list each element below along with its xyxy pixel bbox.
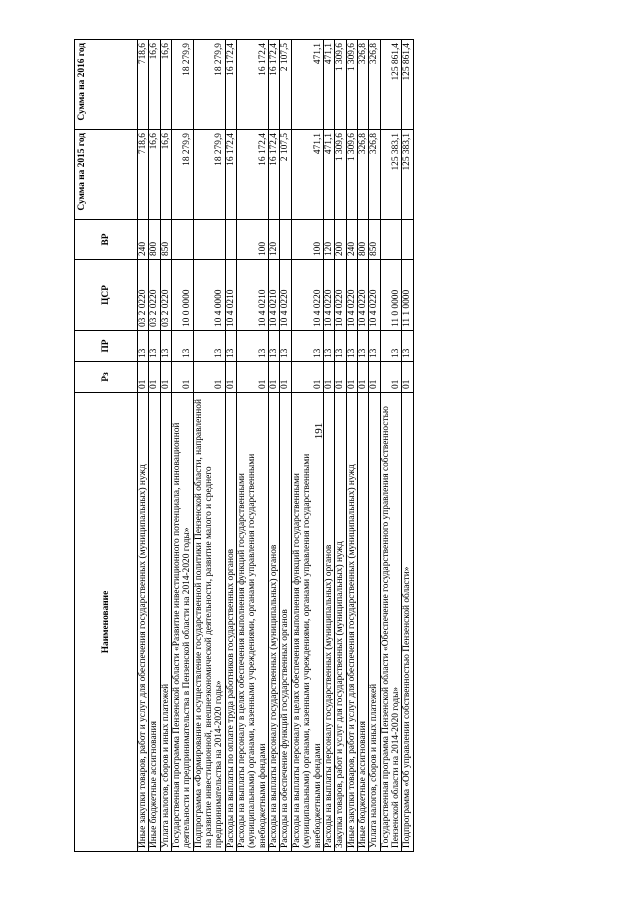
cell-name: Расходы на выплаты персоналу государственных (муниципальных) органов: [269, 393, 280, 852]
page-number: 191: [313, 422, 325, 440]
cell-csr: 11 0 0000: [380, 260, 402, 331]
cell-csr: 10 4 0220: [291, 260, 323, 331]
cell-sum-2015: 18 279,9: [193, 130, 225, 220]
cell-csr: 10 4 0220: [280, 260, 291, 331]
cell-vr: 240: [138, 220, 149, 260]
cell-csr: 10 4 0210: [269, 260, 280, 331]
cell-name: Уплата налогов, сборов и иных платежей: [160, 393, 171, 852]
cell-sum-2016: 125 861,4: [380, 40, 402, 130]
cell-rz: 01: [357, 362, 368, 393]
cell-pr: 13: [402, 331, 413, 362]
cell-pr: 13: [269, 331, 280, 362]
cell-rz: 01: [138, 362, 149, 393]
cell-sum-2016: 16 172,4: [225, 40, 236, 130]
table-row: [280, 40, 291, 852]
cell-sum-2015: 1 309,6: [346, 130, 357, 220]
cell-sum-2016: 1 309,6: [335, 40, 346, 130]
cell-name: Иные бюджетные ассигнования: [149, 393, 160, 852]
budget-table-container: [74, 40, 548, 852]
cell-pr: 13: [280, 331, 291, 362]
cell-name: Расходы на выплаты по оплате труда работников государственных органов: [225, 393, 236, 852]
cell-name: Закупка товаров, работ и услуг для государственных (муниципальных) нужд: [335, 393, 346, 852]
cell-rz: 01: [160, 362, 171, 393]
cell-name: Расходы на обеспечение функций государственных органов: [280, 393, 291, 852]
table-row: [138, 40, 149, 852]
cell-name: Расходы на выплаты персоналу в целях обеспечения выполнения функций государственными (муниципальными) органами, казенными учреждениями, органами управления государственными внебюджетными фондами: [237, 393, 269, 852]
cell-sum-2016: 326,8: [369, 40, 380, 130]
cell-rz: 01: [172, 362, 194, 393]
cell-vr: [172, 220, 194, 260]
cell-vr: 800: [357, 220, 368, 260]
cell-sum-2015: 125 383,1: [402, 130, 413, 220]
cell-sum-2015: 2 107,5: [280, 130, 291, 220]
table-row: [346, 40, 357, 852]
cell-sum-2015: 16 172,4: [225, 130, 236, 220]
cell-vr: [380, 220, 402, 260]
cell-vr: 850: [369, 220, 380, 260]
cell-pr: 13: [380, 331, 402, 362]
cell-name: Иные закупки товаров, работ и услуг для обеспечения государственных (муниципальных) нужд: [138, 393, 149, 852]
cell-vr: [402, 220, 413, 260]
cell-pr: 13: [369, 331, 380, 362]
cell-sum-2015: 471,1: [323, 130, 334, 220]
cell-sum-2015: 326,8: [357, 130, 368, 220]
cell-csr: 10 4 0220: [369, 260, 380, 331]
cell-sum-2016: 2 107,5: [280, 40, 291, 130]
cell-pr: 13: [193, 331, 225, 362]
cell-rz: 01: [269, 362, 280, 393]
cell-csr: 03 2 0220: [138, 260, 149, 331]
cell-sum-2016: 16,6: [149, 40, 160, 130]
header-name: Наименование: [75, 393, 138, 852]
cell-pr: 13: [172, 331, 194, 362]
table-row: [357, 40, 368, 852]
cell-name: Расходы на выплаты персоналу государственных (муниципальных) органов: [323, 393, 334, 852]
table-row: [225, 40, 236, 852]
cell-sum-2015: 718,6: [138, 130, 149, 220]
header-sum-2015: Сумма на 2015 год: [75, 130, 138, 220]
budget-table: [74, 39, 414, 852]
cell-rz: 01: [323, 362, 334, 393]
header-csr: ЦСР: [75, 260, 138, 331]
table-header-row: [75, 40, 138, 852]
table-body: [138, 40, 414, 852]
cell-sum-2015: 125 383,1: [380, 130, 402, 220]
cell-sum-2016: 18 279,9: [172, 40, 194, 130]
cell-sum-2016: 16 172,4: [237, 40, 269, 130]
cell-sum-2016: 16,6: [160, 40, 171, 130]
cell-sum-2015: 326,8: [369, 130, 380, 220]
cell-sum-2016: 326,8: [357, 40, 368, 130]
cell-rz: 01: [380, 362, 402, 393]
cell-name: Государственная программа Пензенской области «Развитие инвестиционного потенциала, инновационной деятельности и предпринимательства в Пензенской области на 2014-2020 годы»: [172, 393, 194, 852]
cell-pr: 13: [149, 331, 160, 362]
cell-pr: 13: [346, 331, 357, 362]
cell-pr: 13: [323, 331, 334, 362]
cell-rz: 01: [237, 362, 269, 393]
cell-vr: 120: [269, 220, 280, 260]
cell-pr: 13: [335, 331, 346, 362]
cell-name: Уплата налогов, сборов и иных платежей: [369, 393, 380, 852]
cell-csr: 10 4 0220: [323, 260, 334, 331]
cell-rz: 01: [149, 362, 160, 393]
table-row: [237, 40, 269, 852]
table-row: [369, 40, 380, 852]
cell-vr: [193, 220, 225, 260]
cell-csr: 10 4 0220: [335, 260, 346, 331]
cell-csr: 11 1 0000: [402, 260, 413, 331]
cell-pr: 13: [160, 331, 171, 362]
cell-name: Государственная программа Пензенской области «Обеспечение государственного управления собственностью Пензенской области на 2014-2020 годы»: [380, 393, 402, 852]
table-row: [172, 40, 194, 852]
cell-vr: [225, 220, 236, 260]
header-vr: ВР: [75, 220, 138, 260]
cell-csr: 03 2 0220: [149, 260, 160, 331]
cell-name: Подпрограмма «Формирование и осуществление государственной политики Пензенской области, направленной на развитие инвестиционной, внешнеэкономической деятельности, развитие малого и среднего предпринимательства на 2014-2020 годы»: [193, 393, 225, 852]
cell-sum-2015: 16 172,4: [237, 130, 269, 220]
cell-csr: 10 4 0210: [225, 260, 236, 331]
cell-rz: 01: [225, 362, 236, 393]
cell-sum-2015: 471,1: [291, 130, 323, 220]
cell-sum-2016: 1 309,6: [346, 40, 357, 130]
table-row: [160, 40, 171, 852]
cell-pr: 13: [225, 331, 236, 362]
cell-rz: 01: [193, 362, 225, 393]
cell-csr: 10 0 0000: [172, 260, 194, 331]
cell-pr: 13: [138, 331, 149, 362]
cell-sum-2016: 471,1: [291, 40, 323, 130]
cell-sum-2015: 16,6: [160, 130, 171, 220]
cell-vr: 240: [346, 220, 357, 260]
cell-rz: 01: [369, 362, 380, 393]
table-row: [323, 40, 334, 852]
cell-sum-2016: 471,1: [323, 40, 334, 130]
cell-csr: 10 4 0210: [237, 260, 269, 331]
cell-vr: 120: [323, 220, 334, 260]
cell-sum-2016: 18 279,9: [193, 40, 225, 130]
cell-rz: 01: [402, 362, 413, 393]
cell-sum-2015: 16 172,4: [269, 130, 280, 220]
cell-csr: 10 4 0220: [346, 260, 357, 331]
cell-pr: 13: [291, 331, 323, 362]
cell-vr: 850: [160, 220, 171, 260]
cell-rz: 01: [335, 362, 346, 393]
header-rz: Рз: [75, 362, 138, 393]
cell-csr: 10 4 0000: [193, 260, 225, 331]
cell-vr: 800: [149, 220, 160, 260]
cell-sum-2016: 718,6: [138, 40, 149, 130]
cell-rz: 01: [291, 362, 323, 393]
cell-pr: 13: [237, 331, 269, 362]
cell-sum-2015: 1 309,6: [335, 130, 346, 220]
header-pr: ПР: [75, 331, 138, 362]
cell-vr: 100: [237, 220, 269, 260]
cell-sum-2016: 16 172,4: [269, 40, 280, 130]
table-row: [193, 40, 225, 852]
cell-name: Иные закупки товаров, работ и услуг для обеспечения государственных (муниципальных) нужд: [346, 393, 357, 852]
cell-name: Расходы на выплаты персоналу в целях обеспечения выполнения функций государственными (муниципальными) органами, казенными учреждениями, органами управления государственными внебюджетными фондами: [291, 393, 323, 852]
cell-vr: 200: [335, 220, 346, 260]
cell-rz: 01: [346, 362, 357, 393]
table-row: [149, 40, 160, 852]
table-row: [402, 40, 413, 852]
header-sum-2016: Сумма на 2016 год: [75, 40, 138, 130]
cell-csr: 10 4 0220: [357, 260, 368, 331]
cell-vr: 100: [291, 220, 323, 260]
cell-rz: 01: [280, 362, 291, 393]
cell-sum-2015: 18 279,9: [172, 130, 194, 220]
cell-name: Подпрограмма «Об управлении собственностью Пензенской области»: [402, 393, 413, 852]
cell-name: Иные бюджетные ассигнования: [357, 393, 368, 852]
cell-pr: 13: [357, 331, 368, 362]
table-row: [291, 40, 323, 852]
table-row: [269, 40, 280, 852]
table-row: [335, 40, 346, 852]
cell-sum-2015: 16,6: [149, 130, 160, 220]
table-row: [380, 40, 402, 852]
cell-vr: [280, 220, 291, 260]
cell-csr: 03 2 0220: [160, 260, 171, 331]
cell-sum-2016: 125 861,4: [402, 40, 413, 130]
